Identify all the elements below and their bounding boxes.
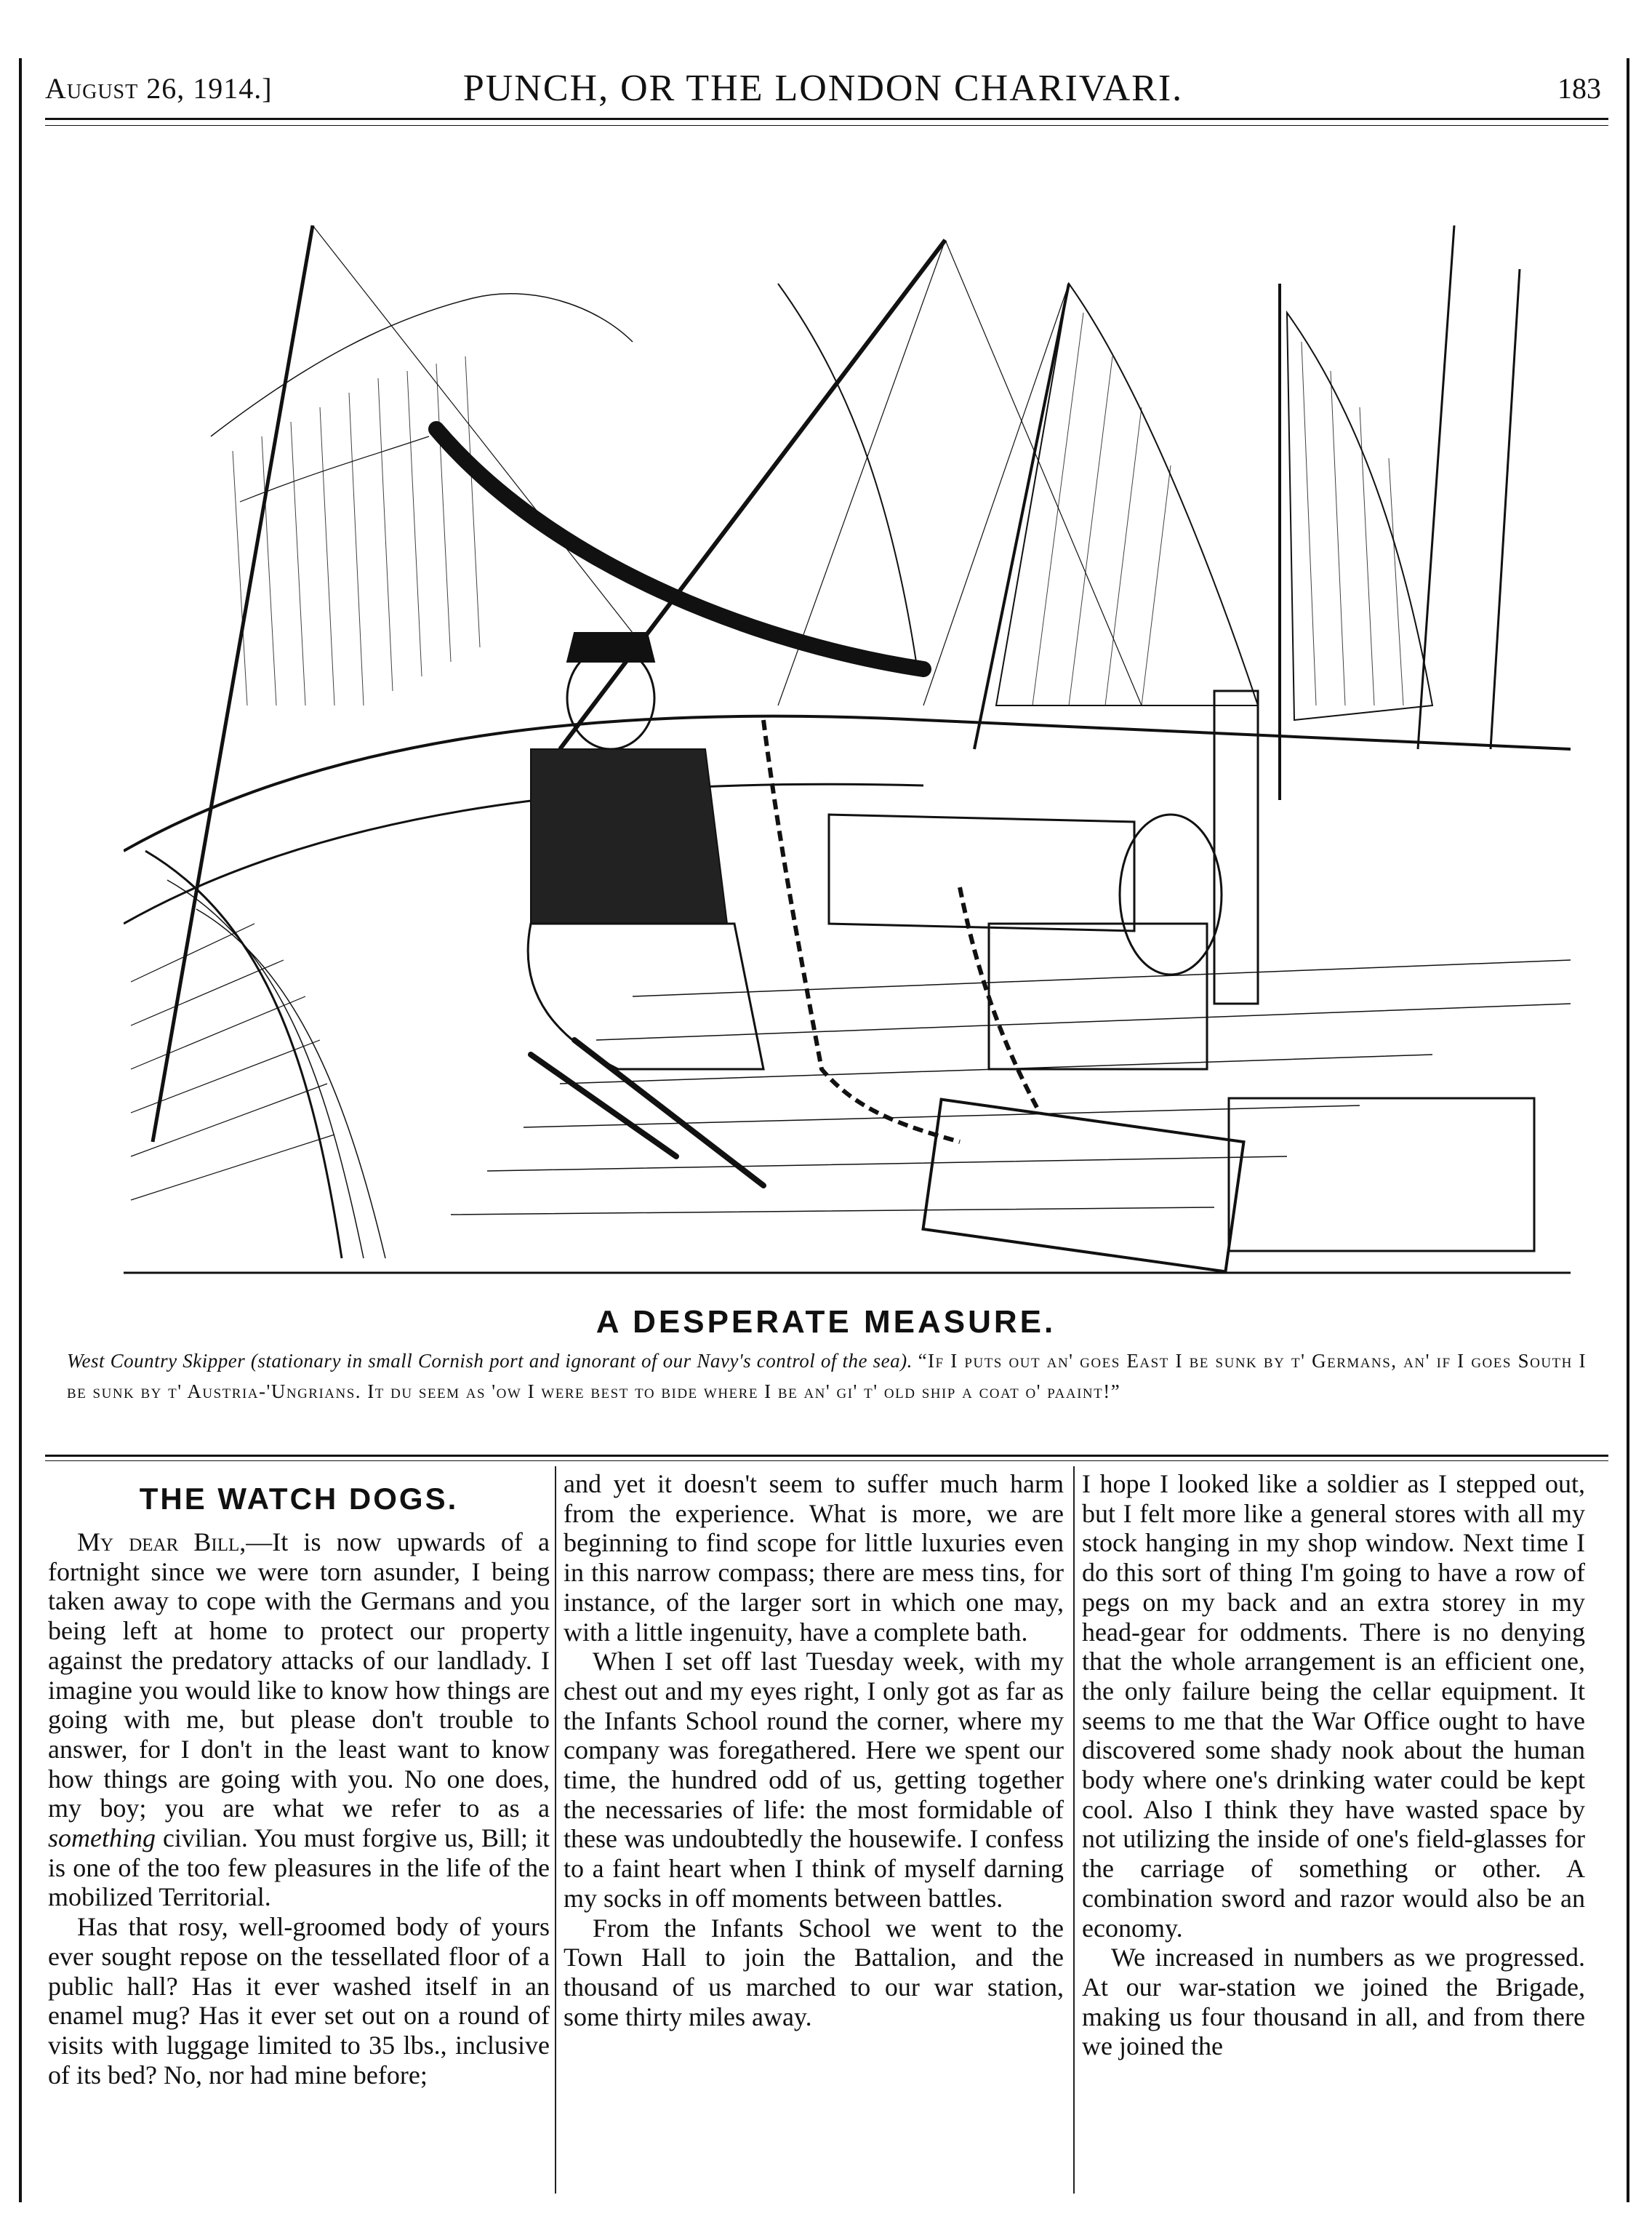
article-title: THE WATCH DOGS. bbox=[139, 1482, 459, 1516]
header-rule bbox=[45, 118, 1608, 120]
article-paragraph: From the Infants School we went to the Town Hall to join the Battalion, and the thousand of us marched to our war station, some thirty miles away. bbox=[564, 1913, 1064, 2031]
caption-quote: “If I puts out an' goes East I be sunk by t' Germans, an' if I goes South I be sunk by t' Austria-'Ungrians. It du seem as 'ow I were best to bide where I be an' gi' t' old ship a coat o' paaint!” bbox=[67, 1350, 1587, 1402]
page-number: 183 bbox=[1557, 72, 1601, 105]
article-paragraph: and yet it doesn't seem to suffer much harm from the experience. What is more, we are beginning to find scope for little luxuries even in this narrow compass; there are mess tins, for instance, of the larger sort in which one may, with a little ingenuity, have a complete bath. bbox=[564, 1469, 1064, 1647]
header-rule-thin bbox=[45, 125, 1608, 126]
page-border-right bbox=[1627, 58, 1629, 2202]
article-paragraph: Has that rosy, well-groomed body of yours ever sought repose on the tessellated floor of a public hall? Has it ever washed itself in an enamel mug? Has it ever set out on a round of visits with luggage limited to 35 lbs., inclusive of its bed? No, nor had mine before; bbox=[48, 1912, 550, 2090]
page-header bbox=[45, 61, 1601, 112]
article-paragraph: I hope I looked like a soldier as I stepped out, but I felt more like a general stores with all my stock hanging in my shop window. Next time I do this sort of thing I'm going to have a row of pegs on my back and an extra storey in my head-gear for oddments. There is no denying that the whole arrangement is an efficient one, the only failure being the cellar equipment. It seems to me that the War Office ought to have discovered some shady nook about the human body where one's drinking water could be kept cool. Also I think they have wasted space by not utilizing the inside of one's field-glasses for the carriage of something or other. A combination sword and razor would also be an economy. bbox=[1082, 1469, 1585, 1943]
cartoon-caption bbox=[67, 1346, 1587, 1407]
caption-rule-thin bbox=[45, 1460, 1608, 1461]
caption-speaker: West Country Skipper (stationary in small Cornish port and ignorant of our Navy's control of the sea). bbox=[67, 1350, 913, 1372]
page-border-left bbox=[19, 58, 22, 2202]
publication-title: PUNCH, OR THE LONDON CHARIVARI. bbox=[462, 68, 1184, 109]
article-column-1 bbox=[48, 1474, 550, 2090]
article-paragraph: My dear Bill,—It is now upwards of a fortnight since we were torn asunder, I being taken away to cope with the Germans and you being left at home to protect our property against the predatory attacks of our landlady. I imagine you would like to know how things are going with me, but please don't trouble to answer, for I don't in the least want to know how things are going with you. No one does, my boy; you are what we refer to as a something civilian. You must forgive us, Bill; it is one of the too few pleasures in the life of the mobilized Territorial. bbox=[48, 1527, 550, 1912]
salutation: My dear Bill, bbox=[77, 1527, 246, 1556]
column-rule-2 bbox=[1073, 1466, 1075, 2194]
cartoon-title: A DESPERATE MEASURE. bbox=[596, 1304, 1056, 1340]
cartoon-illustration bbox=[124, 196, 1571, 1284]
article-column-3 bbox=[1082, 1469, 1585, 2061]
article-column-2 bbox=[564, 1469, 1064, 2031]
column-rule-1 bbox=[555, 1466, 556, 2194]
article-paragraph: When I set off last Tuesday week, with my chest out and my eyes right, I only got as far as the Infants School round the corner, where my company was foregathered. Here we spent our time, the hundred odd of us, getting together the necessaries of life: the most formidable of these was undoubtedly the housewife. I confess to a faint heart when I think of myself darning my socks in off moments between battles. bbox=[564, 1647, 1064, 1913]
caption-rule bbox=[45, 1455, 1608, 1457]
article-paragraph: We increased in numbers as we progressed. At our war-station we joined the Brigade, making us four thousand in all, and from there we joined the bbox=[1082, 1943, 1585, 2061]
issue-date: August 26, 1914.] bbox=[45, 72, 273, 105]
